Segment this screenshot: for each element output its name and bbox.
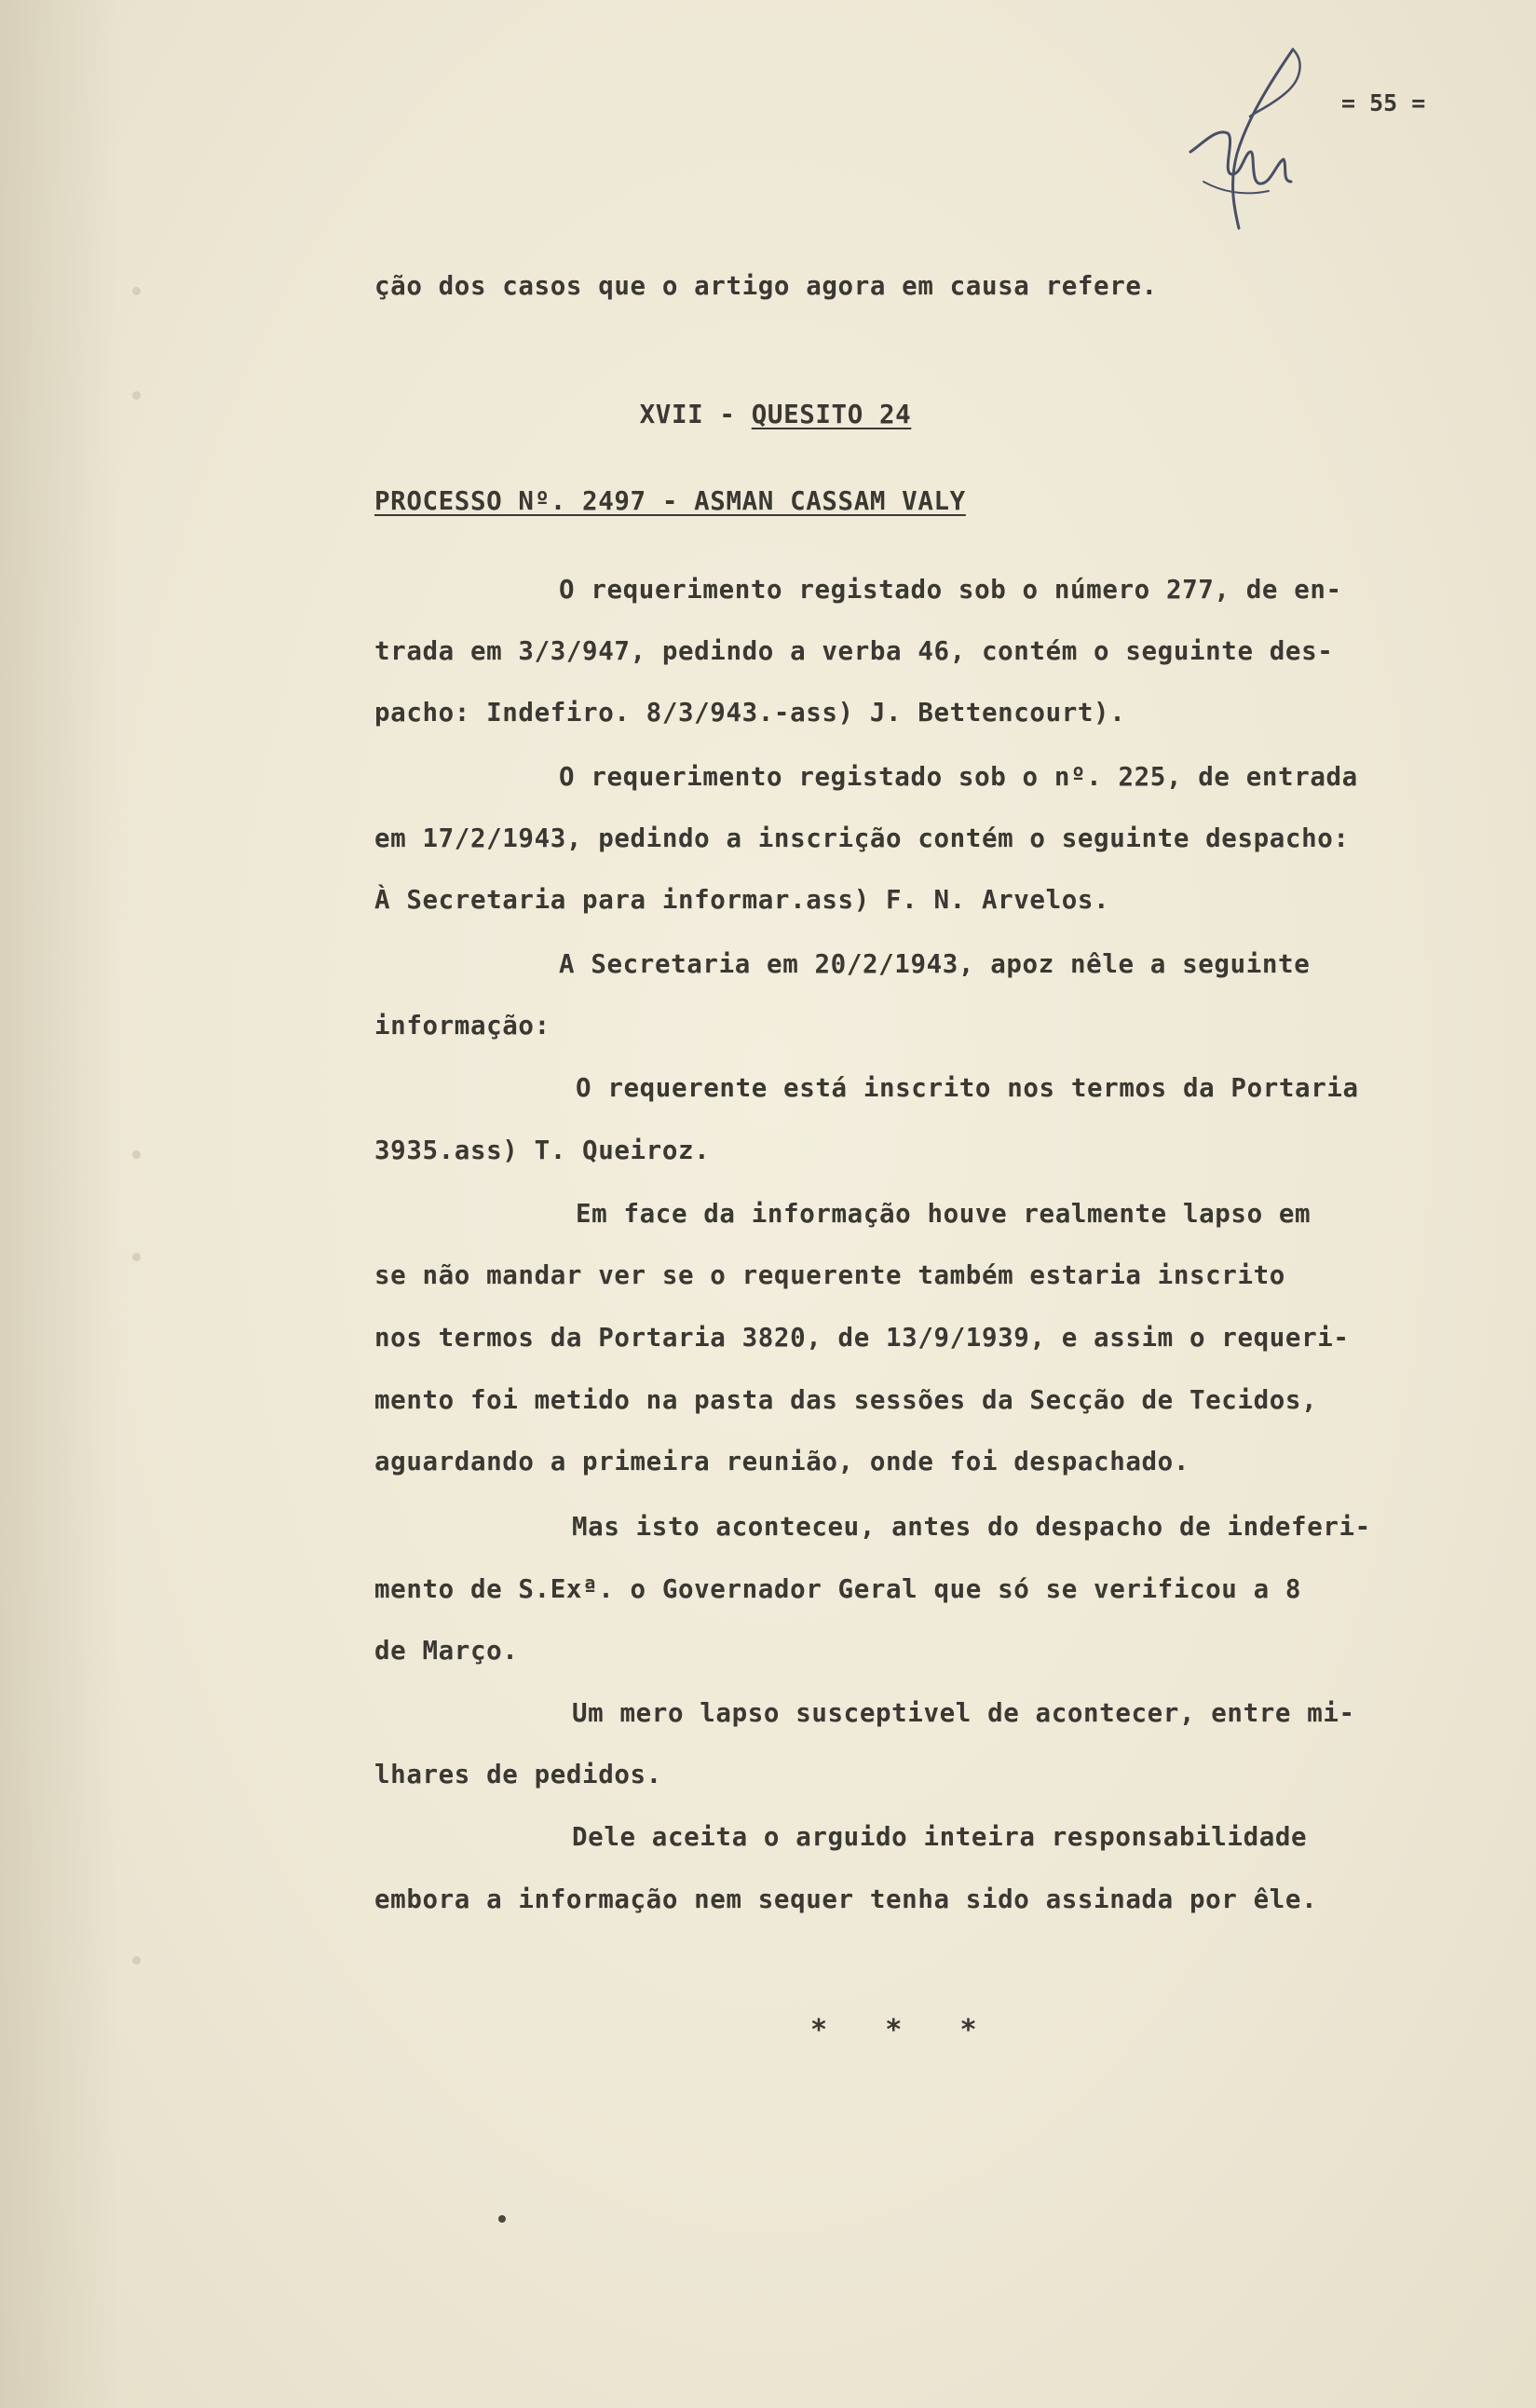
body-line: À Secretaria para informar.ass) F. N. Arvelos. <box>374 885 1110 915</box>
body-line: lhares de pedidos. <box>374 1760 662 1789</box>
body-line: mento de S.Exª. o Governador Geral que só se verificou a 8 <box>374 1574 1302 1604</box>
body-line: aguardando a primeira reunião, onde foi despachado. <box>374 1447 1189 1476</box>
binding-hole-mark <box>132 1253 141 1261</box>
body-line: em 17/2/1943, pedindo a inscrição contém o seguinte despacho: <box>374 823 1350 853</box>
body-line: se não mandar ver se o requerente também estaria inscrito <box>374 1260 1285 1290</box>
body-line: de Março. <box>374 1636 519 1666</box>
section-numeral: XVII - <box>639 399 752 429</box>
page-number: = 55 = <box>1341 89 1426 116</box>
binding-hole-mark <box>132 391 141 400</box>
continuation-line: ção dos casos que o artigo agora em causa refere. <box>374 271 1158 301</box>
body-line: pacho: Indefiro. 8/3/943.-ass) J. Bettencourt). <box>374 698 1126 728</box>
body-line: O requerente está inscrito nos termos da Portaria <box>576 1073 1359 1103</box>
body-line: O requerimento registado sob o número 277, de en- <box>559 575 1342 605</box>
body-line: Mas isto aconteceu, antes do despacho de indeferi- <box>572 1512 1371 1542</box>
body-line: trada em 3/3/947, pedindo a verba 46, contém o seguinte des- <box>374 636 1334 666</box>
body-line: nos termos da Portaria 3820, de 13/9/1939, e assim o requeri- <box>374 1323 1350 1353</box>
body-line: 3935.ass) T. Queiroz. <box>374 1136 711 1165</box>
binding-hole-mark <box>132 1150 141 1159</box>
page-edge-shadow <box>0 0 121 2408</box>
body-line: A Secretaria em 20/2/1943, apoz nêle a seguinte <box>559 949 1311 979</box>
process-heading: PROCESSO Nº. 2497 - ASMAN CASSAM VALY <box>374 486 966 516</box>
section-title: QUESITO 24 <box>751 399 912 429</box>
body-line: Dele aceita o arguido inteira responsabilidade <box>572 1822 1308 1852</box>
handwritten-signature <box>1183 42 1341 242</box>
body-line: embora a informação nem sequer tenha sido assinada por êle. <box>374 1884 1318 1914</box>
body-line: Em face da informação houve realmente lapso em <box>576 1199 1312 1229</box>
body-line: Um mero lapso susceptivel de acontecer, entre mi- <box>572 1698 1355 1728</box>
binding-hole-mark <box>132 1956 141 1965</box>
body-line: informação: <box>374 1011 551 1041</box>
section-heading <box>576 376 911 454</box>
closing-asterisks: * * * <box>810 2014 979 2047</box>
body-line: O requerimento registado sob o nº. 225, de entrada <box>559 762 1358 792</box>
ink-dot <box>498 2215 506 2223</box>
body-line: mento foi metido na pasta das sessões da Secção de Tecidos, <box>374 1385 1318 1415</box>
binding-hole-mark <box>132 287 141 295</box>
